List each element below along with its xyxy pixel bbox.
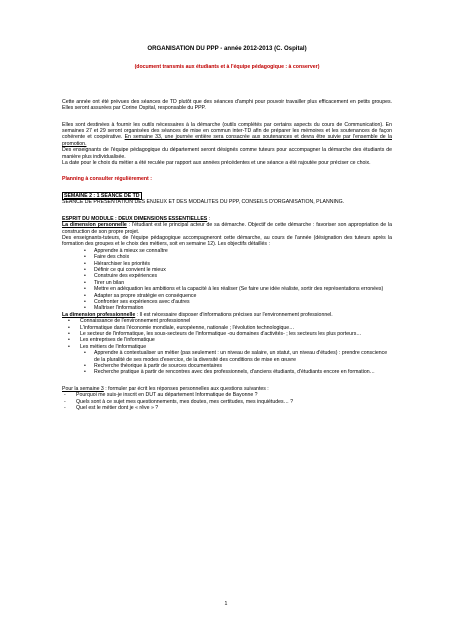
planning-heading: Planning à consulter régulièrement : — [62, 176, 152, 183]
metier-list — [62, 350, 392, 376]
list-item: • Adapter sa propre stratégie en conséquence — [62, 293, 392, 299]
list-item: • Hiérarchiser les priorités — [62, 261, 392, 267]
list-item: • Les métiers de l'informatique — [62, 344, 392, 350]
list-item: • Confronter ses expériences avec d'autres — [62, 299, 392, 305]
objectifs-list — [62, 248, 392, 312]
intro-paragraph: Cette année ont été prévues des séances de TD plutôt que des séances d'amphi pour pouvoir travailler plus efficacement en petits groupes. Elles seront assurées par Corine Ospital, responsable du PPP. — [62, 98, 392, 112]
soutenance-note: En semaine 33, une journée entière sera consacrée aux soutenances et devra être suivie par l'ensemble de la promotion. — [62, 134, 392, 147]
list-item: - Pourquoi me suis-je inscrit en DUT au département Informatique de Bayonne ? — [62, 392, 392, 398]
dimension-professionnelle-label: La dimension professionnelle — [62, 311, 136, 318]
professional-list — [62, 318, 392, 350]
dimension-personnelle — [62, 222, 392, 235]
tuteurs-paragraph: Des enseignants-tuteurs, de l'équipe pédagogique accompagneront cette démarche, au cours de l'année (désignation des tuteurs après la formation des groupes et le choix des métiers, soit en semaine 12). Les objectifs détaillés : — [62, 234, 392, 248]
document-title: ORGANISATION DU PPP - année 2012-2013 (C. Ospital) — [147, 45, 307, 52]
dimension-personnelle-label: La dimension personnelle — [62, 222, 127, 229]
questions-list — [62, 392, 392, 411]
choice-date-paragraph: La date pour le choix du métier a été reculée par rapport aux années précédentes et une séance a été rajoutée pour préciser ce choix. — [62, 160, 371, 167]
dimension-personnelle-text: : l'étudiant est le principal acteur de sa démarche. Objectif de cette démarche : favoriser son appropriation de la construction de son propre projet. — [62, 222, 392, 235]
list-item: • Le secteur de l'informatique, les sous-secteurs de l'informatique -ou domaines d'activités- ; les secteurs les plus porteurs… — [62, 331, 392, 337]
list-item: • Définir ce qui convient le mieux — [62, 267, 392, 273]
list-item: • Maîtriser l'information — [62, 305, 392, 311]
list-item: • Tirer un bilan — [62, 280, 392, 286]
semaine3-text: : formuler par écrit les réponses personnelles aux questions suivantes : — [103, 385, 269, 392]
list-item: - Quel est le métier dont je « rêve » ? — [62, 405, 392, 411]
esprit-label: ESPRIT DU MODULE : DEUX DIMENSIONS ESSENTIELLES — [62, 215, 208, 222]
document-subtitle: (document transmis aux étudiants et à l'équipe pédagogique : à conserver) — [134, 64, 320, 71]
list-item: • Les entreprises de l'informatique — [62, 337, 392, 343]
list-item: • Connaissance de l'environnement professionnel — [62, 318, 392, 324]
list-item: • Apprendre à mieux se connaître — [62, 248, 392, 254]
list-item: - Quels sont à ce sujet mes questionnements, mes doutes, mes certitudes, mes inquiétudes… ? — [62, 399, 392, 405]
list-item: • Apprendre à contextualiser un métier (pas seulement : un niveau de salaire, un statut, un niveau d'études) : prendre conscience de la pluralité de ses modes d'exercice, de la diversité des conditions de mise en œuvre — [62, 350, 392, 363]
semaine2-text: SEANCE DE PRESENTATION DES ENJEUX ET DES MODALITES DU PPP, CONSEILS D'ORGANISATION, PLANNING. — [62, 199, 345, 206]
list-item: • Recherche pratique à partir de rencontres avec des professionnels, d'anciens étudiants, d'étudiants encore en formation… — [62, 369, 392, 375]
esprit-colon: : — [207, 215, 211, 222]
semaine2-label: SEMAINE 2 : 1 SEANCE DE TD — [64, 192, 140, 199]
tools-text: Elles sont destinées à fournir les outils nécessaires à la démarche (outils complétés par certains aspects du cours de Communication). En semaines 27 et 29 seront organisées des séances de mise en commun inter-TD afin de préparer les mémoires et les soutenances de façon cohérente et coopérative. — [62, 121, 392, 141]
dimension-professionnelle-text: : Il est nécessaire disposer d'informations précises sur l'environnement professionnel. — [135, 311, 333, 318]
tutors-paragraph: Des enseignants de l'équipe pédagogique du département seront désignés comme tuteurs pour accompagner la démarche des étudiants de manière plus individualisée. — [62, 147, 392, 160]
list-item: • L'informatique dans l'économie mondiale, européenne, nationale ; l'évolution technologique… — [62, 325, 392, 331]
list-item: • Recherche théorique à partir de sources documentaires — [62, 363, 392, 369]
list-item: • Faire des choix — [62, 254, 392, 260]
list-item: • Construire des expériences — [62, 273, 392, 279]
tools-paragraph — [62, 122, 392, 148]
semaine3-label: Pour la semaine 3 — [62, 385, 104, 392]
list-item: • Mettre en adéquation les ambitions et la capacité à les réaliser (Se faire une idée réaliste, sortir des représentations erronées) — [62, 286, 392, 292]
page-number: 1 — [224, 601, 228, 607]
